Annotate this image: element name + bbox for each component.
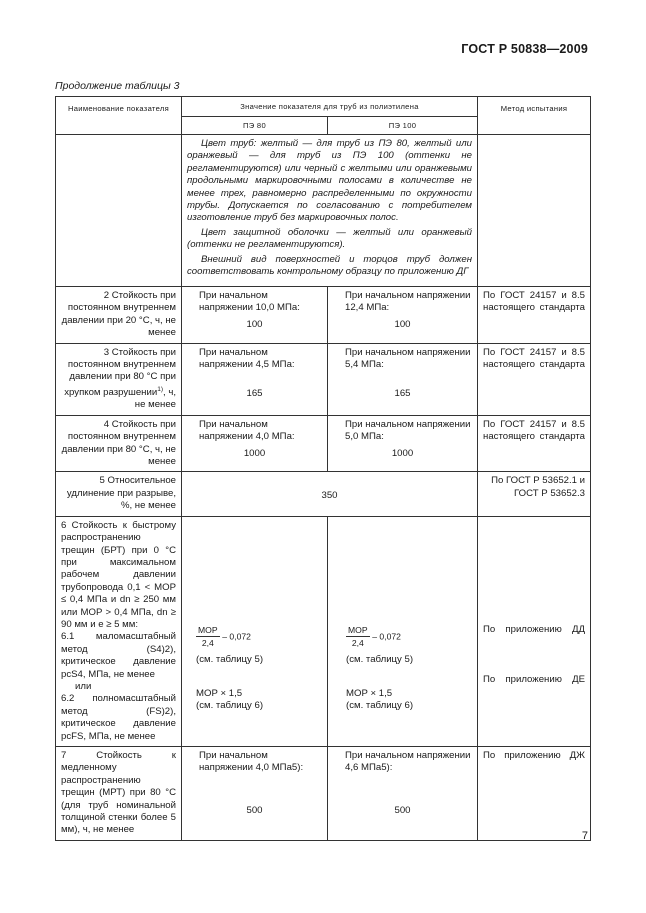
row6-pe100-frac-num: МОР [346, 624, 370, 637]
row6-pe80-frac-num: МОР [196, 624, 220, 637]
row3-param-tail: , ч, не менее [134, 387, 176, 411]
color-note-method [478, 135, 591, 287]
header-param: Наименование показателя [56, 97, 182, 135]
row2-pe100-val: 100 [394, 318, 411, 330]
row6-method-61: По приложению ДД [483, 623, 586, 635]
header-pe100: ПЭ 100 [328, 117, 478, 135]
row6-pe100-formula [346, 624, 472, 650]
row2-pe100 [328, 287, 478, 344]
row4-pe80-val: 1000 [243, 447, 266, 459]
row6-param-61: 6.1 маломасштабный метод (S4)2), критическое давление pcS4, МПа, не менее [61, 631, 176, 680]
row6-pe80-frac-den: 2,4 [201, 638, 214, 649]
row6-pe100 [328, 516, 478, 746]
row3-pe100-cond: При начальном напряжении 5,4 МПа: [345, 346, 471, 371]
row2-method: По ГОСТ 24157 и 8.5 настоящего стандарта [478, 287, 591, 344]
row6-pe100-frac-den: 2,4 [351, 638, 364, 649]
row6-pe100-see6: (см. таблицу 6) [346, 700, 414, 712]
row6-method-62: По приложению ДЕ [483, 674, 586, 686]
row3-param-text: 3 Стойкость при постоянном внутреннем давлении при 80 °С при хрупком разрушении [64, 346, 176, 399]
row4-method: По ГОСТ 24157 и 8.5 настоящего стандарта [478, 415, 591, 472]
row4-param: 4 Стойкость при постоянном внутреннем давлении при 80 °С, ч, не менее [56, 415, 182, 472]
row6-param-62: 6.2 полномасштабный метод (FS)2), критическое давление pcFS, МПа, не менее [61, 693, 176, 742]
row6-pe80-see6: (см. таблицу 6) [196, 700, 264, 712]
row7-param: 7 Стойкость к медленному распространению трещин (МРТ) при 80 °С (для труб номинальной толщиной стенки более 5 мм), ч, не менее [56, 747, 182, 841]
row7-pe100-cond: При начальном напряжении 4,6 МПа5): [345, 750, 471, 774]
row7-pe100-val: 500 [394, 804, 411, 816]
color-note [182, 135, 478, 287]
row6-pe100-fraction [346, 624, 370, 650]
color-note-p3: Внешний вид поверхностей и торцов труб должен соответствовать контрольному образцу по приложению ДГ [187, 253, 473, 278]
color-note-param [56, 135, 182, 287]
row4-pe100 [328, 415, 478, 472]
row3-pe80-cond: При начальном напряжении 4,5 МПа: [199, 346, 295, 371]
row7-method: По приложению ДЖ [478, 747, 591, 841]
row6-pe100-see5: (см. таблицу 5) [346, 653, 414, 665]
row6-method [478, 516, 591, 746]
row3-pe80 [182, 343, 328, 415]
row6-pe80-see5: (см. таблицу 5) [196, 653, 264, 665]
row2-param: 2 Стойкость при постоянном внутреннем давлении при 20 °С, ч, не менее [56, 287, 182, 344]
row6-pe80-fraction [196, 624, 220, 650]
row3-pe100 [328, 343, 478, 415]
row6-param-intro: 6 Стойкость к быстрому распространению трещин (БРТ) при 0 °С при максимальном рабочем давлении трубопровода 0,1 < МОР ≤ 0,4 МПа и dn ≥ 250 мм или МОР > 0,4 МПа, dn ≥ 90 мм и e ≥ 5 мм: [61, 519, 176, 630]
row4-pe80-cond: При начальном напряжении 4,0 МПа: [199, 418, 295, 443]
row3-param [56, 343, 182, 415]
header-method: Метод испытания [478, 97, 591, 135]
row6-pe100-frac-tail: – 0,072 [372, 631, 401, 642]
row2-pe80 [182, 287, 328, 344]
row7-pe80 [182, 747, 328, 841]
row5-method: По ГОСТ Р 53652.1 и ГОСТ Р 53652.3 [478, 472, 591, 516]
requirements-table [55, 96, 591, 841]
color-note-p2: Цвет защитной оболочки — желтый или оранжевый (оттенки не регламентируются). [187, 226, 473, 251]
page-number: 7 [581, 830, 588, 842]
row6-pe80-formula [196, 624, 322, 650]
row3-pe100-val: 165 [394, 388, 411, 400]
row5-param: 5 Относительное удлинение при разрыве, %, не менее [56, 472, 182, 516]
row3-pe80-val: 165 [246, 388, 263, 400]
row2-pe80-val: 100 [246, 318, 263, 330]
row4-pe100-val: 1000 [391, 447, 414, 459]
header-pe80: ПЭ 80 [182, 117, 328, 135]
row6-param [56, 516, 182, 746]
row4-pe100-cond: При начальном напряжении 5,0 МПа: [345, 418, 471, 443]
row6-pe80 [182, 516, 328, 746]
row5-value: 350 [182, 472, 478, 516]
row7-pe80-val: 500 [246, 804, 263, 816]
row6-pe80-frac-tail: – 0,072 [222, 631, 251, 642]
row7-pe80-cond: При начальном напряжении 4,0 МПа5): [199, 750, 304, 774]
row6-pe100-mop15: МОР × 1,5 [346, 687, 393, 699]
row2-pe80-cond: При начальном напряжении 10,0 МПа: [199, 290, 300, 314]
row2-pe100-cond: При начальном напряжении 12,4 МПа: [345, 290, 471, 314]
header-value: Значение показателя для труб из полиэтилена [182, 97, 478, 117]
color-note-p1: Цвет труб: желтый — для труб из ПЭ 80, желтый или оранжевый — для труб из ПЭ 100 (оттенки не регламентируются) или черный с желтыми или оранжевыми продольными маркировочными полосами в количестве не менее трех, равномерно распределенными по окружности трубы. Допускается по согласованию с потребителем изготовление труб без маркировочных полос. [187, 138, 473, 224]
row3-method: По ГОСТ 24157 и 8.5 настоящего стандарта [478, 343, 591, 415]
standard-designation: ГОСТ Р 50838—2009 [461, 42, 588, 56]
table-continuation-caption: Продолжение таблицы 3 [55, 80, 180, 92]
row7-pe100 [328, 747, 478, 841]
row3-footnote-ref: 1) [157, 385, 163, 393]
row4-pe80 [182, 415, 328, 472]
row6-pe80-mop15: МОР × 1,5 [196, 687, 243, 699]
row6-param-or: или [75, 680, 92, 692]
